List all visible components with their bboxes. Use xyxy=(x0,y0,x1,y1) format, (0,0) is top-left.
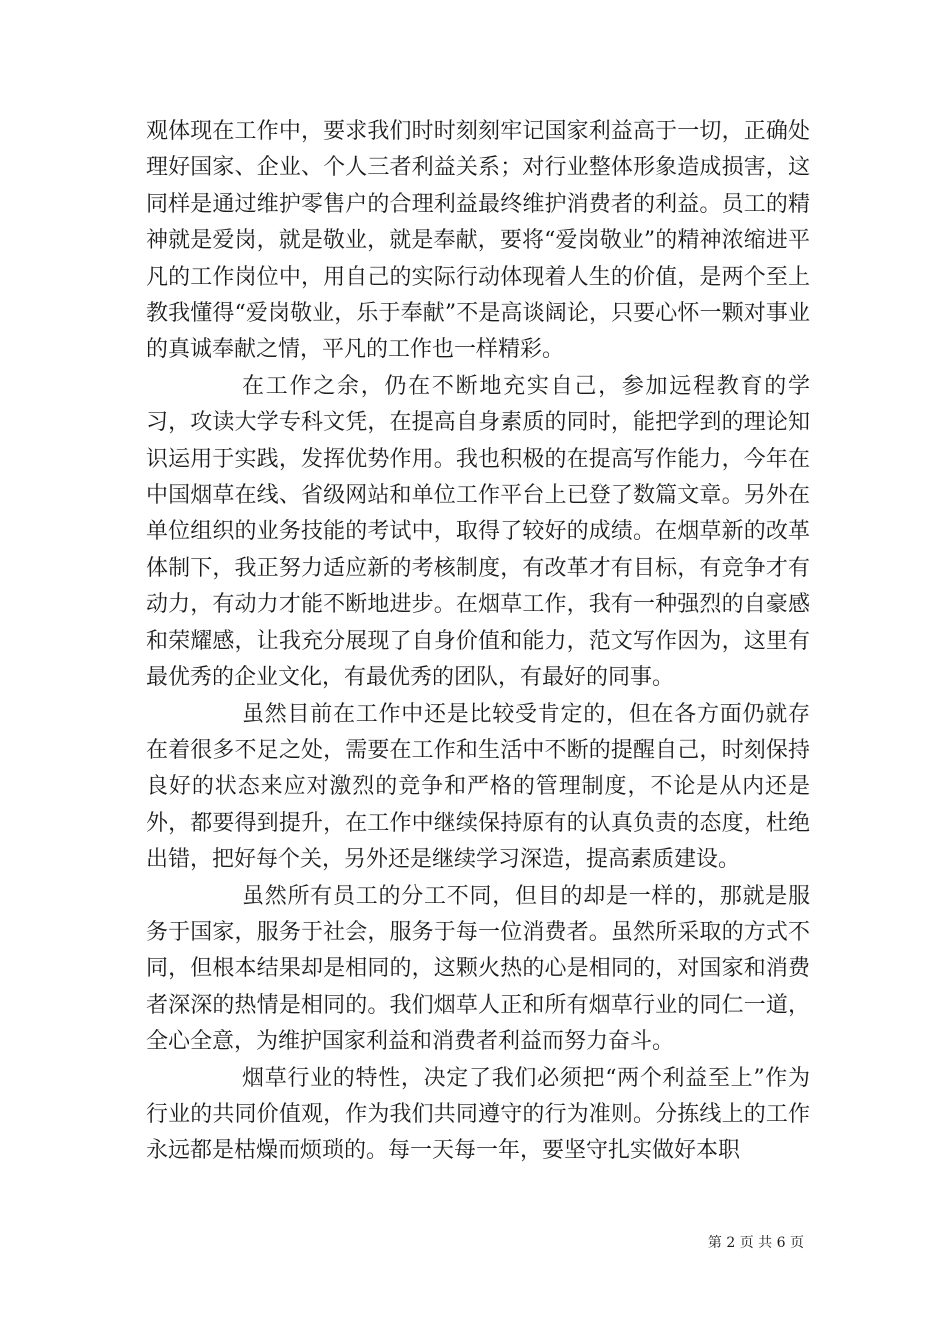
paragraph-2: 在工作之余，仍在不断地充实自己，参加远程教育的学习，攻读大学专科文凭，在提高自身素质的同时，能把学到的理论知识运用于实践，发挥优势作用。我也积极的在提高写作能力，今年在中国烟草在线、省级网站和单位工作平台上已登了数篇文章。另外在单位组织的业务技能的考试中，取得了较好的成绩。在烟草新的改革体制下，我正努力适应新的考核制度，有改革才有目标，有竞争才有动力，有动力才能不断地进步。在烟草工作，我有一种强烈的自豪感和荣耀感，让我充分展现了自身价值和能力，范文写作因为，这里有最优秀的企业文化，有最优秀的团队，有最好的同事。 xyxy=(146,373,810,691)
page-number-footer: 第 2 页 共 6 页 xyxy=(707,1235,804,1251)
paragraph-1: 观体现在工作中，要求我们时时刻刻牢记国家利益高于一切，正确处理好国家、企业、个人三者利益关系；对行业整体形象造成损害，这同样是通过维护零售户的合理利益最终维护消费者的利益。员工的精神就是爱岗，就是敬业，就是奉献，要将“爱岗敬业”的精神浓缩进平凡的工作岗位中，用自己的实际行动体现着人生的价值，是两个至上教我懂得“爱岗敬业，乐于奉献”不是高谈阔论，只要心怀一颗对事业的真诚奉献之情，平凡的工作也一样精彩。 xyxy=(146,119,810,363)
paragraph-3: 虽然目前在工作中还是比较受肯定的，但在各方面仍就存在着很多不足之处，需要在工作和生活中不断的提醒自己，时刻保持良好的状态来应对激烈的竞争和严格的管理制度，不论是从内还是外，都要得到提升，在工作中继续保持原有的认真负责的态度，杜绝出错，把好每个关，另外还是继续学习深造，提高素质建设。 xyxy=(146,701,810,873)
paragraph-4: 虽然所有员工的分工不同，但目的却是一样的，那就是服务于国家，服务于社会，服务于每一位消费者。虽然所采取的方式不同，但根本结果却是相同的，这颗火热的心是相同的，对国家和消费者深深的热情是相同的。我们烟草人正和所有烟草行业的同仁一道，全心全意，为维护国家利益和消费者利益而努力奋斗。 xyxy=(146,883,810,1055)
paragraph-5: 烟草行业的特性，决定了我们必须把“两个利益至上”作为行业的共同价值观，作为我们共同遵守的行为准则。分拣线上的工作永远都是枯燥而烦琐的。每一天每一年，要坚守扎实做好本职 xyxy=(146,1065,810,1164)
body-text xyxy=(146,114,810,1170)
